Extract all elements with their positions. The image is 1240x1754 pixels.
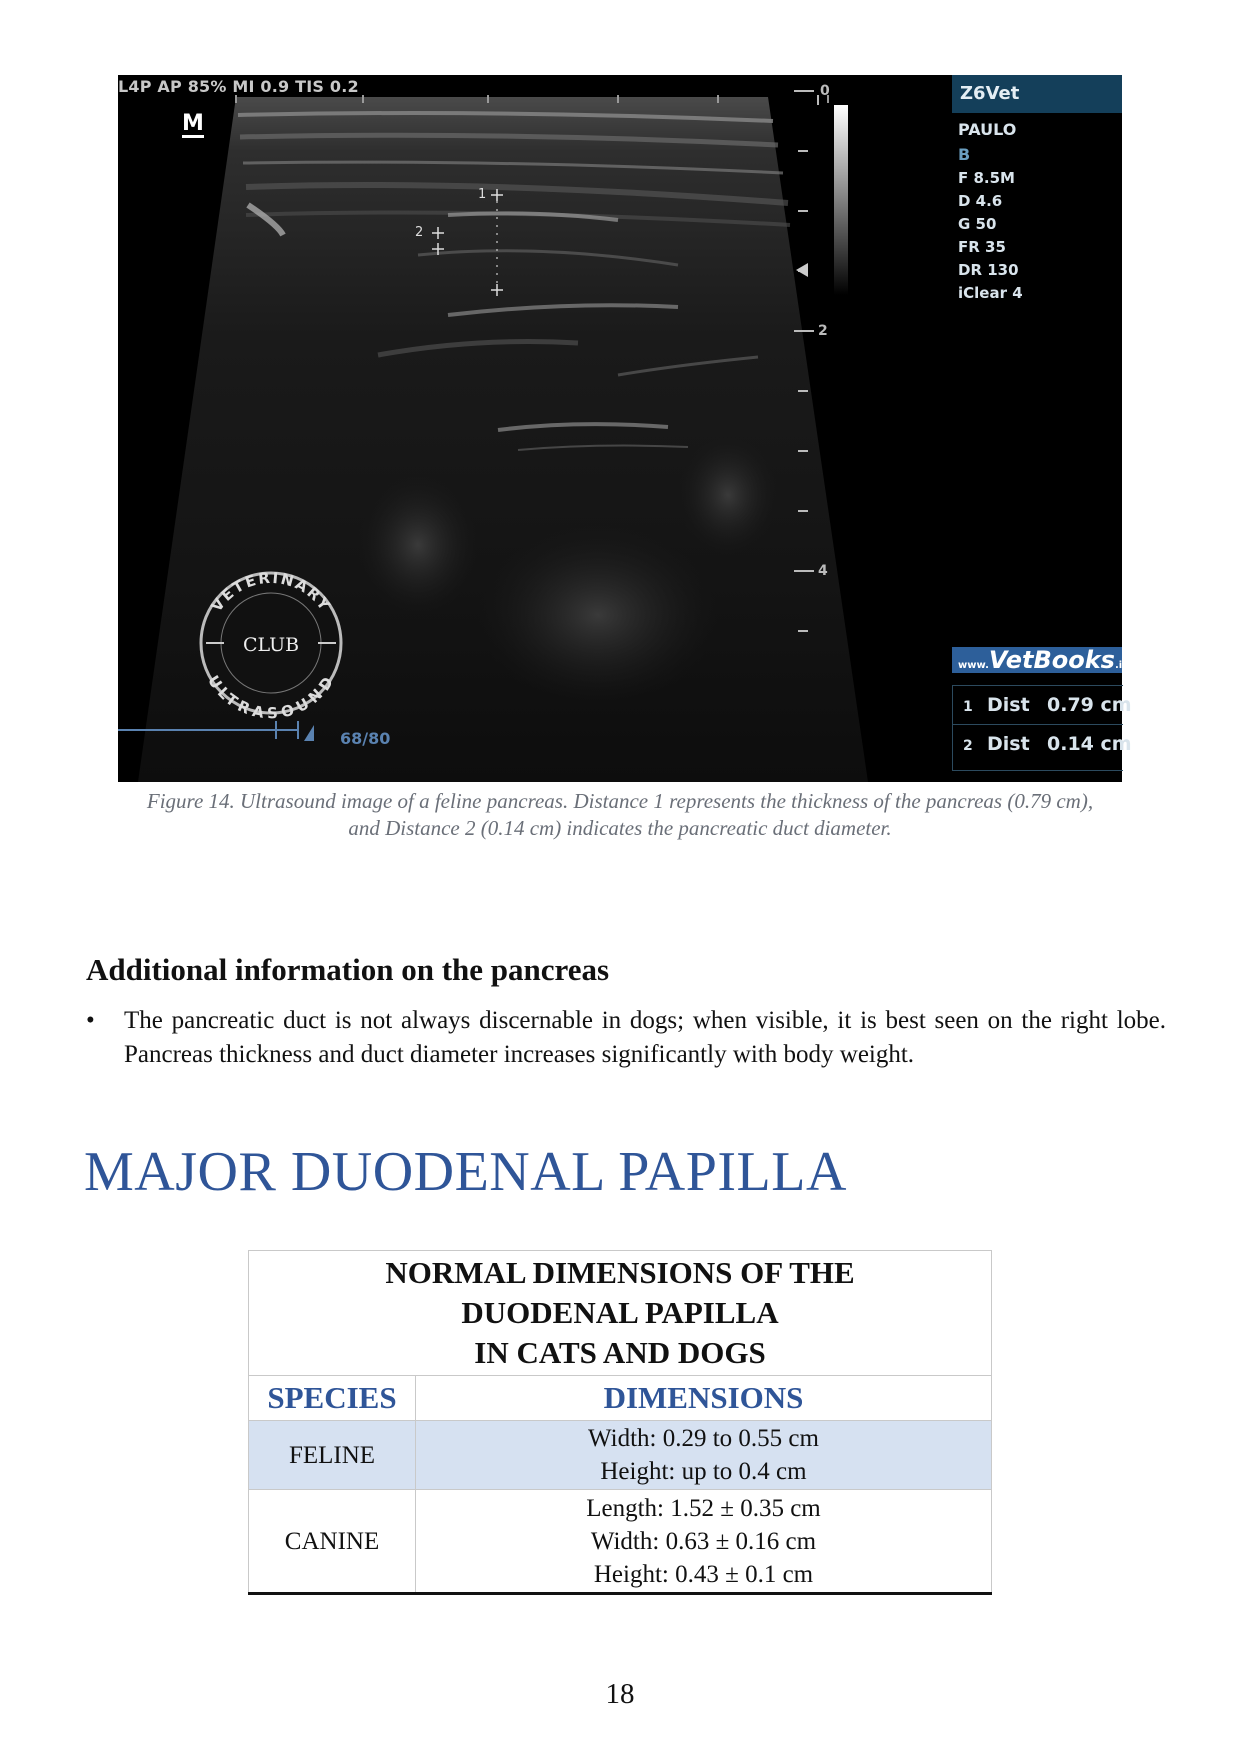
operator-name: PAULO (958, 120, 1017, 139)
species-cell: CANINE (249, 1490, 416, 1594)
bullet-item (86, 1004, 1166, 1072)
table-row (249, 1421, 992, 1490)
ultrasound-image (118, 75, 1132, 782)
figure-caption (80, 788, 1160, 842)
measurement-row (953, 724, 1132, 763)
dimension-line: Height: 0.43 ± 0.1 cm (593, 1560, 814, 1588)
param-depth: D 4.6 (958, 192, 1003, 210)
marker-2: 2 (415, 225, 424, 240)
scan-mode: B (958, 145, 971, 164)
param-dynamic-range: DR 130 (958, 261, 1019, 279)
measurement-number: 1 (963, 699, 973, 715)
dimension-line: Width: 0.29 to 0.55 cm (588, 1425, 819, 1452)
scan-parameters (958, 117, 1023, 305)
measurement-label: Dist (987, 733, 1030, 755)
table-title-line: DUODENAL PAPILLA (461, 1295, 779, 1330)
measurement-value: 0.79 cm (1047, 694, 1132, 716)
dimensions-cell (416, 1490, 992, 1594)
table-header-row (249, 1376, 992, 1421)
dimension-line: Width: 0.63 ± 0.16 cm (590, 1527, 817, 1555)
param-frame-rate: FR 35 (958, 238, 1006, 256)
bullet-text: The pancreatic duct is not always discernable in dogs; when visible, it is best seen on the right lobe. Pancreas thickness and duct diameter increases significantly with body weight. (124, 1007, 1166, 1068)
param-frequency: F 8.5M (958, 169, 1015, 187)
measurement-row (953, 686, 1132, 724)
measurement-value: 0.14 cm (1047, 733, 1132, 755)
section-heading: Additional information on the pancreas (86, 952, 610, 987)
param-gain: G 50 (958, 215, 997, 233)
species-cell: FELINE (249, 1421, 416, 1490)
table-title-line: IN CATS AND DOGS (474, 1335, 766, 1370)
depth-label-4: 4 (818, 563, 828, 579)
depth-label-0: 0 (820, 83, 830, 99)
column-header-dimensions: DIMENSIONS (416, 1376, 992, 1421)
dimension-line: Height: up to 0.4 cm (600, 1458, 807, 1485)
table-title (249, 1251, 992, 1376)
dimensions-table (248, 1250, 992, 1595)
watermark-name: VetBooks (988, 646, 1115, 674)
logo-text-top: VETERINARY (207, 568, 335, 616)
param-iclear: iClear 4 (958, 284, 1023, 302)
mode-icon: M (182, 111, 204, 136)
watermark-banner (952, 646, 1128, 674)
frame-counter: 68/80 (340, 729, 391, 748)
chapter-title: MAJOR DUODENAL PAPILLA (84, 1141, 847, 1203)
watermark-tld: .ir (1114, 660, 1128, 671)
dimensions-cell (416, 1421, 992, 1490)
table-row (249, 1490, 992, 1594)
device-name: Z6Vet (952, 75, 1122, 113)
marker-1: 1 (478, 187, 487, 202)
caption-line-2: and Distance 2 (0.14 cm) indicates the pancreatic duct diameter. (348, 816, 892, 840)
bullet-symbol: • (86, 1007, 95, 1034)
page-number: 18 (605, 1678, 635, 1710)
table-title-line: NORMAL DIMENSIONS OF THE (385, 1255, 855, 1290)
ultrasound-header: L4P AP 85% MI 0.9 TIS 0.2 (118, 77, 359, 96)
table-title-row (249, 1251, 992, 1376)
watermark-www: www. (958, 660, 989, 671)
measurement-label: Dist (987, 694, 1030, 716)
logo-text-bottom: ULTRASOUND (204, 672, 338, 723)
dimension-line: Length: 1.52 ± 0.35 cm (586, 1494, 821, 1522)
measurement-number: 2 (963, 738, 973, 754)
measurement-panel (952, 685, 1132, 771)
logo-text-center: CLUB (242, 634, 300, 656)
caption-line-1: Figure 14. Ultrasound image of a feline pancreas. Distance 1 represents the thickness of the pancreas (0.79 cm), (146, 789, 1094, 813)
depth-label-2: 2 (818, 323, 828, 339)
column-header-species: SPECIES (249, 1376, 416, 1421)
